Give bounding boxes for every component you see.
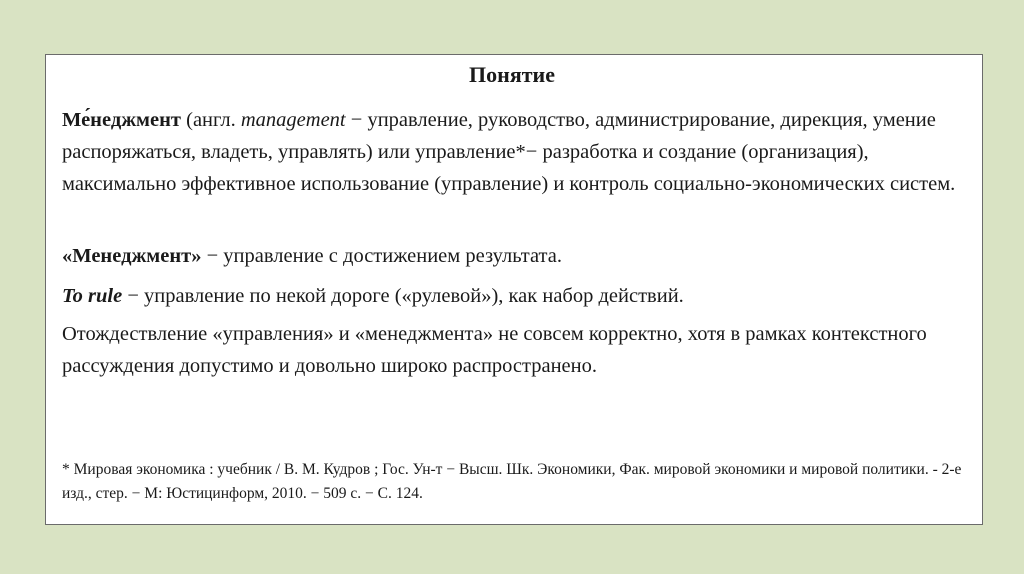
quote-definition-text: − управление с достижением результата. (201, 245, 562, 267)
definition-open: (англ. (181, 109, 241, 131)
quote-definition-paragraph (62, 240, 972, 272)
term-quoted-management: «Менеджмент» (62, 245, 202, 267)
rule-definition-text: − управление по некой дороге («рулевой»), как набор действий. (122, 285, 684, 307)
footnote: * Мировая экономика : учебник / В. М. Кудров ; Гос. Ун-т − Высш. Шк. Экономики, Фак. мировой экономики и мировой политики. - 2-е изд., стер. − М: Юстицинформ, 2010. − 509 с. − С. 124. (62, 461, 962, 502)
term-management: Ме́неджмент (62, 109, 181, 131)
definition-text: − управление, руководство, администрирование, дирекция, умение распоряжаться, владеть, управлять) или управление*− разработка и создание (организация), максимально эффективное использование (управление) и контроль социально-экономических систем. (62, 109, 956, 195)
term-to-rule: To rule (62, 285, 123, 307)
english-term: management (240, 109, 346, 131)
definition-paragraph (62, 104, 972, 200)
slide-title: Понятие (469, 62, 555, 87)
rule-definition-paragraph (62, 280, 972, 312)
note-paragraph: Отождествление «управления» и «менеджмента» не совсем корректно, хотя в рамках контекстного рассуждения допустимо и довольно широко распространено. (62, 323, 927, 377)
